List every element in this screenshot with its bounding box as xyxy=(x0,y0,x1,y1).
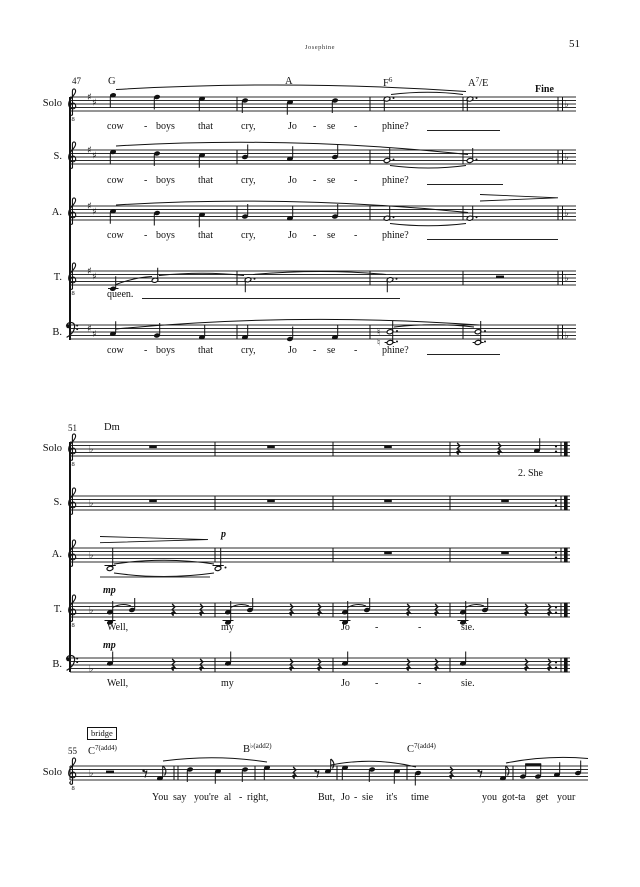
dynamic-p: p xyxy=(221,529,226,540)
lyric-syllable: cow xyxy=(107,121,124,132)
measure-number-55: 55 xyxy=(68,746,77,756)
label-bass-s1: B. xyxy=(52,327,62,338)
verse-pickup-lyric: 2. She xyxy=(518,468,543,479)
lyric-syllable: Jo xyxy=(288,175,297,186)
lyric-syllable: Jo xyxy=(341,678,350,689)
lyric-syllable: it's xyxy=(386,792,398,803)
octave-8-icon: 8 xyxy=(71,785,75,792)
sharp-icon: ♯ xyxy=(92,271,97,283)
lyric-syllable: Jo xyxy=(288,230,297,241)
octave-8-icon: 8 xyxy=(71,290,75,297)
lyric-syllable: that xyxy=(198,121,213,132)
label-soprano-s2: S. xyxy=(53,497,62,508)
lyric-syllable: Well, xyxy=(107,622,129,633)
sharp-icon: ♯ xyxy=(92,206,97,218)
octave-8-icon: 8 xyxy=(71,461,75,468)
lyric-syllable: right, xyxy=(247,792,269,803)
lyric-syllable: phine? xyxy=(382,345,409,356)
lyric-syllable: sie. xyxy=(461,622,475,633)
sharp-icon: ♯ xyxy=(87,145,92,157)
lyric-hyphen: - xyxy=(354,175,358,186)
lyric-hyphen: - xyxy=(313,121,317,132)
lyric-syllable: boys xyxy=(156,230,175,241)
soprano-staff-system1 xyxy=(60,124,590,188)
flat-icon: ♭ xyxy=(89,444,94,456)
dynamic-mp: mp xyxy=(103,640,116,651)
measure-number-51: 51 xyxy=(68,423,77,433)
flat-icon: ♭ xyxy=(564,273,569,285)
lyric-syllable: se xyxy=(327,230,336,241)
label-tenor-s2: T. xyxy=(53,604,62,615)
flat-icon: ♭ xyxy=(89,663,94,675)
lyric-hyphen: - xyxy=(313,345,317,356)
chord-g: G xyxy=(108,76,116,87)
lyric-syllable: queen. xyxy=(107,289,134,300)
bass-staff-system1 xyxy=(60,299,590,363)
lyric-syllable: se xyxy=(327,121,336,132)
lyric-hyphen: - xyxy=(375,678,379,689)
lyric-syllable: cow xyxy=(107,345,124,356)
dynamic-mp: mp xyxy=(103,585,116,596)
lyric-syllable: boys xyxy=(156,345,175,356)
lyric-syllable: Jo xyxy=(288,121,297,132)
chord-a7e-tail: /E xyxy=(479,78,489,89)
lyric-syllable: my xyxy=(221,622,234,633)
lyric-hyphen: - xyxy=(354,345,358,356)
lyric-hyphen: - xyxy=(375,622,379,633)
flat-icon: ♭ xyxy=(89,605,94,617)
lyric-hyphen: - xyxy=(239,792,243,803)
lyric-syllable: you're xyxy=(194,792,219,803)
chord-base: C xyxy=(88,746,96,757)
lyric-syllable: that xyxy=(198,175,213,186)
label-solo-s3: Solo xyxy=(42,767,62,778)
lyric-syllable: Jo xyxy=(288,345,297,356)
sharp-icon: ♯ xyxy=(87,323,92,335)
label-soprano-s1: S. xyxy=(53,151,62,162)
natural-icon: ♮ xyxy=(377,337,381,349)
lyric-syllable: get xyxy=(536,792,549,803)
lyric-syllable: cow xyxy=(107,230,124,241)
natural-icon: ♮ xyxy=(377,327,381,338)
lyric-syllable: boys xyxy=(156,175,175,186)
flat-icon: ♭ xyxy=(89,550,94,562)
lyric-syllable: got-ta xyxy=(502,792,526,803)
lyric-syllable: phine? xyxy=(382,121,409,132)
lyric-syllable: cry, xyxy=(241,345,256,356)
lyric-syllable: Jo xyxy=(341,792,350,803)
lyric-hyphen: - xyxy=(313,175,317,186)
lyric-hyphen: - xyxy=(418,678,422,689)
lyric-syllable: that xyxy=(198,230,213,241)
lyric-syllable: phine? xyxy=(382,175,409,186)
label-solo-s2: Solo xyxy=(42,443,62,454)
lyric-extender xyxy=(427,130,500,131)
chord-base: B xyxy=(243,744,251,755)
sharp-icon: ♯ xyxy=(87,266,92,278)
lyric-syllable: boys xyxy=(156,121,175,132)
lyric-syllable: You xyxy=(152,792,169,803)
chord-sup: 7(add4) xyxy=(414,742,436,750)
lyric-extender xyxy=(427,184,503,185)
lyric-syllable: Well, xyxy=(107,678,129,689)
flat-icon: ♭ xyxy=(89,498,94,510)
flat-icon: ♭ xyxy=(564,152,569,164)
lyric-syllable: Jo xyxy=(341,622,350,633)
flat-icon: ♭ xyxy=(564,330,569,342)
lyric-syllable: my xyxy=(221,678,234,689)
lyric-extender xyxy=(427,239,558,240)
label-tenor-s1: T. xyxy=(53,272,62,283)
flat-icon: ♭ xyxy=(89,768,94,780)
lyric-syllable: sie xyxy=(362,792,374,803)
bass-staff-system2 xyxy=(60,632,590,696)
chord-a7e-base: A xyxy=(468,78,476,89)
flat-icon: ♭ xyxy=(564,208,569,220)
lyric-syllable: phine? xyxy=(382,230,409,241)
lyric-extender xyxy=(142,298,400,299)
chord-sup: ♭(add2) xyxy=(250,742,272,750)
chord-sup: 7(add4) xyxy=(95,744,117,752)
lyric-hyphen: - xyxy=(144,121,148,132)
label-alto-s2: A. xyxy=(51,549,62,560)
chord-dm: Dm xyxy=(104,422,120,433)
lyric-syllable: cry, xyxy=(241,175,256,186)
sharp-icon: ♯ xyxy=(87,92,92,104)
lyric-syllable: se xyxy=(327,175,336,186)
chord-f6-base: F xyxy=(383,78,389,89)
lyric-hyphen: - xyxy=(418,622,422,633)
lyric-syllable: cry, xyxy=(241,121,256,132)
chord-base: C xyxy=(407,744,415,755)
lyric-syllable: you xyxy=(482,792,497,803)
lyric-hyphen: - xyxy=(144,345,148,356)
lyric-syllable: say xyxy=(173,792,187,803)
fine-marking: Fine xyxy=(535,84,554,95)
lyric-syllable: cry, xyxy=(241,230,256,241)
label-solo-s1: Solo xyxy=(42,98,62,109)
lyric-syllable: But, xyxy=(318,792,335,803)
lyric-hyphen: - xyxy=(354,792,358,803)
alto-staff-system1 xyxy=(60,180,590,244)
chord-a: A xyxy=(285,76,293,87)
lyric-syllable: that xyxy=(198,345,213,356)
lyric-syllable: se xyxy=(327,345,336,356)
lyric-hyphen: - xyxy=(354,121,358,132)
sharp-icon: ♯ xyxy=(92,329,97,340)
sharp-icon: ♯ xyxy=(92,150,97,162)
label-alto-s1: A. xyxy=(51,207,62,218)
lyric-hyphen: - xyxy=(354,230,358,241)
lyric-hyphen: - xyxy=(144,230,148,241)
lyric-syllable: cow xyxy=(107,175,124,186)
lyric-syllable: sie. xyxy=(461,678,475,689)
lyric-syllable: al xyxy=(224,792,232,803)
page-number: 51 xyxy=(569,38,580,50)
chord-a7e-sup: 7 xyxy=(475,76,480,84)
lyric-hyphen: - xyxy=(313,230,317,241)
octave-8-icon: 8 xyxy=(71,116,75,123)
sharp-icon: ♯ xyxy=(87,201,92,213)
sharp-icon: ♯ xyxy=(92,97,97,109)
flat-icon: ♭ xyxy=(564,99,569,111)
lyric-syllable: your xyxy=(557,792,576,803)
chord-f6-sup: 6 xyxy=(388,76,393,84)
lyric-syllable: time xyxy=(411,792,429,803)
octave-8-icon: 8 xyxy=(71,622,75,629)
label-bass-s2: B. xyxy=(52,659,62,670)
lyric-hyphen: - xyxy=(144,175,148,186)
measure-number-47: 47 xyxy=(72,76,81,86)
lyric-extender xyxy=(427,354,500,355)
rehearsal-mark-bridge: bridge xyxy=(87,727,117,740)
piece-title: Josephine xyxy=(304,44,336,51)
